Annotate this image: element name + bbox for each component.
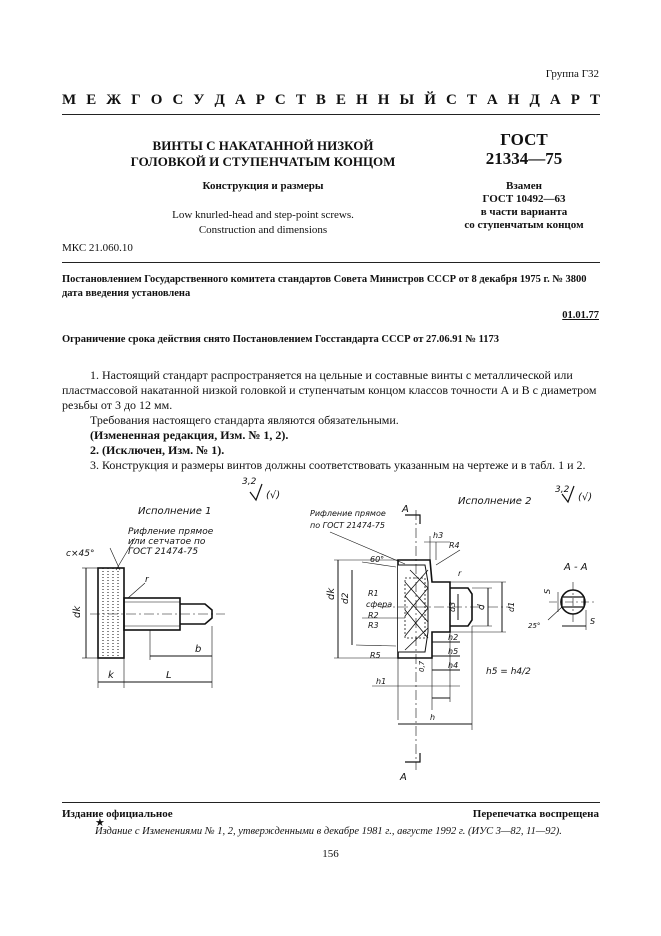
v2-knurl-2: по ГОСТ 21474-75 — [310, 521, 385, 530]
v2-a-top: А — [402, 504, 409, 515]
v2-h5: h5 — [448, 647, 459, 656]
v2-d: d — [477, 604, 487, 610]
v1-head — [98, 568, 124, 658]
paragraph-4: 2. (Исключен, Изм. № 1). — [90, 443, 225, 457]
v2-r2: R2 — [368, 611, 379, 620]
v2-h4: h4 — [448, 661, 459, 670]
banner-letter: Е — [86, 92, 97, 108]
section-s-vertical: S — [543, 588, 552, 594]
replacement-line-4: со ступенчатым концом — [464, 219, 584, 231]
section-angle: 25° — [528, 622, 541, 630]
banner-letter: Т — [295, 92, 306, 108]
v2-h7: 0,7 — [418, 660, 426, 672]
banner-letter: Е — [335, 92, 346, 108]
intro-date: 01.01.77 — [562, 310, 599, 321]
banner-letter: А — [486, 92, 498, 108]
decree-text: Постановлением Государственного комитета стандартов Совета Министров СССР от 8 декабря 1975 г. № 3800 дата введения установлена — [62, 274, 587, 299]
body-text — [62, 368, 600, 473]
banner-letter: С — [274, 92, 286, 108]
v1-roughness: 3,2 — [242, 477, 257, 487]
v1-knurl-2: или сетчатое по — [128, 537, 206, 547]
v2-sphere: сфера — [366, 600, 393, 609]
v2-d3: d3 — [448, 601, 457, 612]
page-number: 156 — [322, 848, 339, 860]
english-title-line-1: Low knurled-head and step-point screws. — [172, 209, 354, 221]
v1-l: L — [166, 670, 172, 681]
paragraph-3: (Измененная редакция, Изм. № 1, 2). — [90, 428, 289, 442]
banner-letter: Т — [466, 92, 477, 108]
v2-h2: h2 — [448, 633, 459, 642]
banner-letter: Д — [214, 92, 225, 108]
banner-letter: Р — [570, 92, 580, 108]
v2-r: r — [458, 569, 462, 578]
footer-rule — [62, 802, 600, 803]
title-line-1: ВИНТЫ С НАКАТАННОЙ НИЗКОЙ — [152, 138, 374, 153]
banner-letter: О — [150, 92, 163, 108]
header-rule — [62, 114, 600, 115]
document-title — [118, 138, 408, 170]
v1-k: k — [108, 670, 114, 681]
section-s: S — [590, 617, 596, 626]
v2-angle: 60° — [370, 555, 385, 564]
banner-letter: С — [172, 92, 184, 108]
document-subtitle: Конструкция и размеры — [202, 180, 324, 192]
banner-letter: Н — [377, 92, 390, 108]
v2-knurl-1: Рифление прямое — [310, 509, 386, 518]
v2-d2: d2 — [341, 592, 351, 604]
replacement-line-2: ГОСТ 10492—63 — [482, 193, 566, 205]
v2-roughness: 3,2 — [555, 485, 570, 495]
banner-letter: Г — [131, 92, 141, 108]
v1-b: b — [195, 644, 202, 655]
banner-letter: Ы — [399, 92, 415, 108]
v1-knurl-3: ГОСТ 21474-75 — [128, 547, 199, 557]
section-rule — [62, 262, 600, 263]
standard-banner — [62, 92, 600, 109]
mks-code: МКС 21.060.10 — [62, 242, 133, 254]
v2-r4: R4 — [449, 541, 460, 550]
banner-letter: М — [62, 92, 77, 108]
v2-h5-formula: h5 = h4/2 — [486, 667, 531, 677]
v2-h3: h3 — [433, 531, 444, 540]
gost-code: 21334—75 — [485, 149, 563, 168]
gost-number — [449, 130, 599, 168]
banner-letter: Н — [507, 92, 520, 108]
banner-letter: Ж — [106, 92, 122, 108]
v1-title: Исполнение 1 — [138, 506, 212, 517]
paragraph-1: 1. Настоящий стандарт распространяется на цельные и составные винты с металлической или пластмассовой накатанной низкой головкой и ступенчатым концом классов точности А и В с диаметром резьбы от 3 до 12 мм. — [62, 368, 597, 412]
banner-letter: А — [549, 92, 561, 108]
paragraph-5: 3. Конструкция и размеры винтов должны соответствовать указанным на чертеже и в табл. 1 и 2. — [90, 458, 586, 472]
v2-d1: d1 — [507, 601, 516, 612]
reprint-notice: Перепечатка воспрещена — [472, 808, 599, 820]
replacement-line-1: Взамен — [506, 180, 542, 192]
v1-chamfer: c×45° — [66, 549, 95, 559]
replacement-line-3: в части варианта — [480, 206, 568, 218]
replacement-note — [449, 180, 599, 232]
limitation-text: Ограничение срока действия снято Постановлением Госстандарта СССР от 27.06.91 № 1173 — [62, 334, 500, 345]
banner-letter: Т — [589, 92, 600, 108]
title-line-2: ГОЛОВКОЙ И СТУПЕНЧАТЫМ КОНЦОМ — [130, 154, 396, 169]
technical-drawing — [0, 470, 661, 800]
edition-note: Издание с Изменениями № 1, 2, утвержденными в декабре 1981 г., августе 1992 г. (ИУС 3—82, 11—92). — [95, 826, 562, 837]
section-aa-title: А - А — [564, 562, 588, 573]
banner-letter: Н — [356, 92, 368, 108]
v2-h: h — [430, 713, 436, 722]
banner-letter: Й — [424, 92, 436, 108]
banner-letter: В — [315, 92, 326, 108]
banner-letter: Д — [529, 92, 540, 108]
paragraph-2: Требования настоящего стандарта являются обязательными. — [90, 413, 399, 427]
group-code: Группа Г32 — [545, 68, 599, 80]
v1-r: r — [145, 575, 149, 585]
gost-label: ГОСТ — [500, 130, 548, 149]
english-title — [118, 208, 408, 238]
v1-dk: dk — [72, 605, 83, 618]
banner-letter: С — [445, 92, 457, 108]
banner-letter: У — [193, 92, 205, 108]
v2-dk: dk — [326, 587, 337, 600]
v1-knurl-1: Рифление прямое — [128, 527, 214, 537]
v2-r5: R5 — [370, 651, 381, 660]
v2-a-bottom: А — [400, 772, 407, 783]
official-edition: Издание официальное — [62, 808, 173, 820]
v2-r3: R3 — [368, 621, 379, 630]
v2-title: Исполнение 2 — [458, 496, 532, 507]
v2-r1: R1 — [368, 589, 379, 598]
banner-letter: А — [234, 92, 246, 108]
banner-letter: Р — [255, 92, 265, 108]
v2-h1: h1 — [376, 677, 387, 686]
v1-roughness-sym: (√) — [266, 490, 281, 501]
v2-roughness-sym: (√) — [578, 492, 593, 503]
star-icon: ★ — [95, 817, 105, 829]
english-title-line-2: Construction and dimensions — [198, 224, 328, 236]
